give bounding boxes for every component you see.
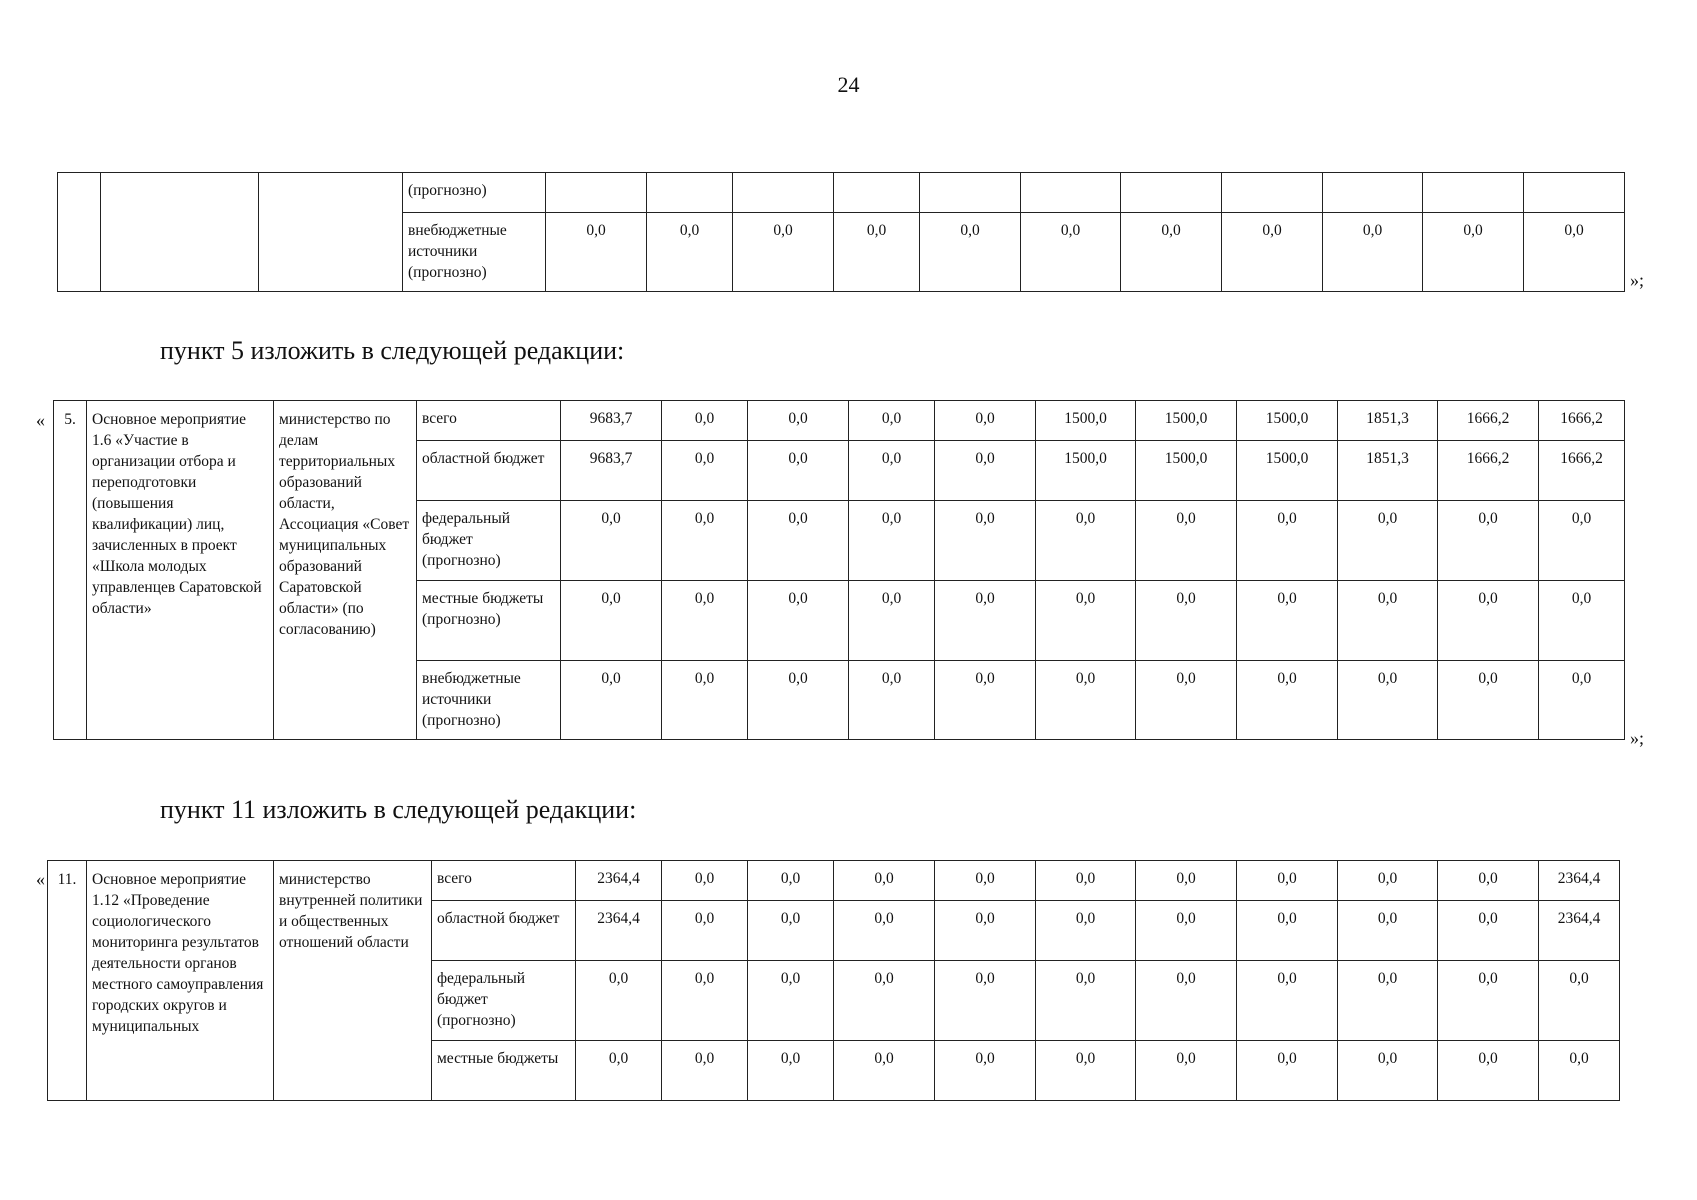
table-continuation [57, 172, 1625, 292]
value-cell: 2364,4 [1539, 901, 1620, 961]
value-cell: 0,0 [1021, 213, 1121, 292]
value-cell: 0,0 [1539, 661, 1625, 740]
value-cell: 0,0 [662, 501, 748, 581]
value-cell: 1500,0 [1036, 441, 1136, 501]
value-cell: 0,0 [834, 901, 935, 961]
value-cell: 0,0 [1136, 961, 1237, 1041]
executor-cell: министерство внутренней политики и общественных отношений области [274, 861, 432, 1101]
value-cell: 0,0 [1237, 1041, 1338, 1101]
value-cell: 0,0 [748, 581, 849, 661]
value-cell: 9683,7 [561, 401, 662, 441]
value-cell: 0,0 [1237, 901, 1338, 961]
value-cell: 0,0 [1237, 661, 1338, 740]
value-cell: 0,0 [662, 961, 748, 1041]
value-cell: 0,0 [1136, 661, 1237, 740]
value-cell [1524, 173, 1625, 213]
value-cell: 0,0 [662, 441, 748, 501]
value-cell: 0,0 [935, 401, 1036, 441]
row-number-cell: 5. [54, 401, 87, 740]
value-cell: 2364,4 [576, 901, 662, 961]
value-cell: 0,0 [647, 213, 733, 292]
value-cell: 0,0 [1036, 661, 1136, 740]
value-cell: 0,0 [748, 441, 849, 501]
value-cell: 2364,4 [1539, 861, 1620, 901]
funding-source-cell: федеральный бюджет (прогнозно) [432, 961, 576, 1041]
value-cell [1423, 173, 1524, 213]
measure-name-cell: Основное мероприятие 1.12 «Проведение социологического мониторинга результатов деятельности органов местного самоуправления городских округов и муниципальных [87, 861, 274, 1101]
closing-quote-5: »; [1630, 728, 1645, 748]
value-cell: 0,0 [1136, 581, 1237, 661]
value-cell [920, 173, 1021, 213]
value-cell: 0,0 [935, 961, 1036, 1041]
value-cell: 1500,0 [1237, 401, 1338, 441]
heading-item-11: пункт 11 изложить в следующей редакции: [160, 795, 637, 824]
value-cell: 1500,0 [1136, 401, 1237, 441]
value-cell: 0,0 [935, 501, 1036, 581]
value-cell: 0,0 [662, 1041, 748, 1101]
funding-source-cell: (прогнозно) [403, 173, 546, 213]
value-cell: 1500,0 [1136, 441, 1237, 501]
value-cell: 0,0 [1237, 501, 1338, 581]
value-cell: 0,0 [1136, 861, 1237, 901]
value-cell: 0,0 [935, 861, 1036, 901]
value-cell: 1666,2 [1539, 441, 1625, 501]
value-cell: 0,0 [748, 961, 834, 1041]
value-cell: 0,0 [935, 901, 1036, 961]
value-cell: 0,0 [546, 213, 647, 292]
value-cell: 0,0 [576, 1041, 662, 1101]
value-cell: 0,0 [1338, 961, 1438, 1041]
value-cell: 0,0 [748, 501, 849, 581]
funding-source-cell: внебюджетные источники (прогнозно) [403, 213, 546, 292]
measure-name-cell: Основное мероприятие 1.6 «Участие в организации отбора и переподготовки (повышения квалификации) лиц, зачисленных в проект «Школа молодых управленцев Саратовской области» [87, 401, 274, 740]
value-cell: 0,0 [1338, 661, 1438, 740]
value-cell: 0,0 [1438, 1041, 1539, 1101]
value-cell: 2364,4 [576, 861, 662, 901]
value-cell: 0,0 [1438, 501, 1539, 581]
value-cell: 0,0 [834, 213, 920, 292]
value-cell: 0,0 [1036, 961, 1136, 1041]
value-cell: 0,0 [849, 401, 935, 441]
value-cell: 0,0 [834, 961, 935, 1041]
value-cell: 0,0 [561, 581, 662, 661]
value-cell: 0,0 [834, 861, 935, 901]
value-cell: 0,0 [1136, 501, 1237, 581]
value-cell: 0,0 [662, 861, 748, 901]
closing-quote-top: »; [1630, 270, 1645, 290]
value-cell: 0,0 [748, 1041, 834, 1101]
funding-source-cell: федеральный бюджет (прогнозно) [417, 501, 561, 581]
value-cell: 0,0 [748, 661, 849, 740]
value-cell [834, 173, 920, 213]
value-cell [647, 173, 733, 213]
table-row [58, 173, 1625, 213]
value-cell [1222, 173, 1323, 213]
page-number: 24 [837, 72, 860, 97]
executor-cell: министерство по делам территориальных образований области, Ассоциация «Совет муниципальных образований Саратовской области» (по согласованию) [274, 401, 417, 740]
value-cell [1323, 173, 1423, 213]
value-cell: 0,0 [1524, 213, 1625, 292]
value-cell: 1666,2 [1539, 401, 1625, 441]
value-cell: 0,0 [935, 1041, 1036, 1101]
value-cell: 1666,2 [1438, 441, 1539, 501]
value-cell: 0,0 [1438, 861, 1539, 901]
value-cell: 0,0 [662, 401, 748, 441]
value-cell: 9683,7 [561, 441, 662, 501]
value-cell: 0,0 [1438, 581, 1539, 661]
value-cell: 0,0 [1539, 501, 1625, 581]
value-cell: 0,0 [561, 661, 662, 740]
value-cell: 1500,0 [1036, 401, 1136, 441]
value-cell: 0,0 [1036, 901, 1136, 961]
value-cell: 0,0 [1539, 581, 1625, 661]
value-cell: 0,0 [1438, 661, 1539, 740]
funding-source-cell: областной бюджет [432, 901, 576, 961]
value-cell: 0,0 [1237, 861, 1338, 901]
value-cell: 0,0 [1323, 213, 1423, 292]
value-cell: 0,0 [748, 901, 834, 961]
value-cell: 0,0 [662, 901, 748, 961]
value-cell: 0,0 [748, 861, 834, 901]
value-cell: 0,0 [1121, 213, 1222, 292]
value-cell: 0,0 [1036, 861, 1136, 901]
value-cell: 1851,3 [1338, 401, 1438, 441]
funding-source-cell: областной бюджет [417, 441, 561, 501]
value-cell: 0,0 [1136, 901, 1237, 961]
value-cell: 0,0 [1338, 501, 1438, 581]
value-cell: 1666,2 [1438, 401, 1539, 441]
value-cell: 0,0 [920, 213, 1021, 292]
value-cell: 0,0 [1036, 501, 1136, 581]
open-quote-11: « [36, 869, 45, 889]
funding-source-cell: внебюджетные источники (прогнозно) [417, 661, 561, 740]
value-cell: 0,0 [849, 501, 935, 581]
value-cell: 0,0 [1539, 961, 1620, 1041]
value-cell: 0,0 [935, 661, 1036, 740]
value-cell: 0,0 [1438, 901, 1539, 961]
value-cell: 0,0 [662, 581, 748, 661]
value-cell: 0,0 [748, 401, 849, 441]
value-cell: 0,0 [662, 661, 748, 740]
value-cell: 0,0 [1338, 861, 1438, 901]
funding-source-cell: всего [432, 861, 576, 901]
table-row [54, 401, 1625, 441]
value-cell [1021, 173, 1121, 213]
value-cell: 0,0 [1438, 961, 1539, 1041]
value-cell: 0,0 [561, 501, 662, 581]
funding-source-cell: всего [417, 401, 561, 441]
value-cell [733, 173, 834, 213]
measure-name-cell [101, 173, 259, 292]
value-cell: 0,0 [1237, 961, 1338, 1041]
value-cell: 0,0 [1136, 1041, 1237, 1101]
value-cell: 0,0 [1338, 901, 1438, 961]
value-cell: 0,0 [935, 441, 1036, 501]
value-cell: 0,0 [1222, 213, 1323, 292]
value-cell: 0,0 [849, 581, 935, 661]
row-number-cell [58, 173, 101, 292]
funding-source-cell: местные бюджеты (прогнозно) [417, 581, 561, 661]
value-cell: 0,0 [935, 581, 1036, 661]
executor-cell [259, 173, 403, 292]
value-cell: 0,0 [1338, 581, 1438, 661]
value-cell: 0,0 [1539, 1041, 1620, 1101]
table-item-11 [47, 860, 1620, 1101]
row-number-cell: 11. [48, 861, 87, 1101]
funding-source-cell: местные бюджеты [432, 1041, 576, 1101]
value-cell [1121, 173, 1222, 213]
open-quote-5: « [36, 410, 45, 430]
value-cell: 0,0 [1237, 581, 1338, 661]
value-cell: 0,0 [576, 961, 662, 1041]
value-cell: 0,0 [849, 661, 935, 740]
value-cell: 0,0 [1036, 1041, 1136, 1101]
table-row [48, 861, 1620, 901]
value-cell: 0,0 [733, 213, 834, 292]
value-cell: 0,0 [1338, 1041, 1438, 1101]
heading-item-5: пункт 5 изложить в следующей редакции: [160, 336, 625, 365]
value-cell [546, 173, 647, 213]
value-cell: 0,0 [849, 441, 935, 501]
value-cell: 0,0 [1036, 581, 1136, 661]
value-cell: 1500,0 [1237, 441, 1338, 501]
table-item-5 [53, 400, 1625, 740]
value-cell: 0,0 [834, 1041, 935, 1101]
value-cell: 0,0 [1423, 213, 1524, 292]
value-cell: 1851,3 [1338, 441, 1438, 501]
